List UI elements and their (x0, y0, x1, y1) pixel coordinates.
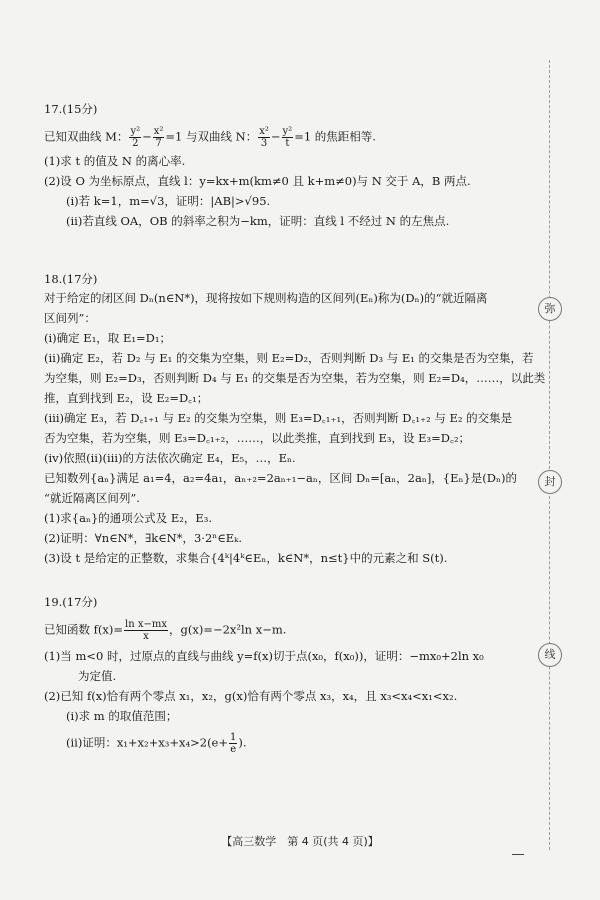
q17-frac-m2: $\frac{\text{x²}}{7}$ (153, 126, 164, 149)
q19-header: 19.(17分) (44, 595, 98, 609)
q18-part1: (1)求{aₙ}的通项公式及 E₂，E₃. (44, 511, 213, 525)
q18-part2: (2)证明：∀n∈N*，∃k∈N*，3·2ⁿ∈Eₖ. (44, 531, 243, 545)
q18-header: 18.(17分) (44, 272, 98, 286)
question-17 (44, 100, 540, 231)
q19-part2-ii: (ⅱ)证明：x₁+x₂+x₃+x₄>2(e+ $\frac{1}{e}$ ). (66, 732, 247, 755)
q17-header: 17.(15分) (44, 102, 98, 116)
q17-part2-ii: (ⅱ)若直线 OA，OB 的斜率之积为−km，证明：直线 l 不经过 N 的左焦点. (66, 214, 450, 228)
question-19 (44, 593, 540, 755)
q18-line-2: 区间列”： (44, 311, 96, 325)
q19-stem: 已知函数 f(x)= $\frac{\text{ln x−mx}}{x}$ ，g(x)=−2x²ln x−m. (44, 619, 287, 642)
question-18 (44, 270, 546, 568)
binding-seal-feng: 封 (538, 470, 562, 494)
q17-part1: (1)求 t 的值及 N 的离心率. (44, 154, 186, 168)
q18-line-10: 已知数列{aₙ}满足 a₁=4，a₂=4a₁，aₙ₊₂=2aₙ₊₁−aₙ，区间 Dₙ=[aₙ，2aₙ]，{Eₙ}是(Dₙ)的 (44, 471, 517, 485)
q17-frac-n1: $\frac{\text{x²}}{3}$ (259, 126, 269, 149)
q17-stem: 已知双曲线 M： $\frac{\text{y²}}{2}$ − $\frac{\text{x²}}{7}$ =1 与双曲线 N： $\frac{\text{x²}}{3}$ − $\frac{\text{y²}}{t}$ =1 的焦距相等. (44, 126, 376, 149)
binding-seal-xian: 线 (538, 643, 562, 667)
binding-dashed-line (549, 60, 550, 850)
q19-part1-cont: 为定值. (78, 669, 117, 683)
q19-part2: (2)已知 f(x)恰有两个零点 x₁，x₂，g(x)恰有两个零点 x₃，x₄，且 x₃<x₄<x₁<x₂. (44, 689, 458, 703)
q19-frac-1e: $\frac{1}{e}$ (230, 732, 237, 755)
q19-part1: (1)当 m<0 时，过原点的直线与曲线 y=f(x)切于点(x₀，f(x₀))，证明：−mx₀+2ln x₀ (44, 649, 484, 663)
q18-line-7: (ⅲ)确定 E₃，若 D꜀₁₊₁ 与 E₂ 的交集为空集，则 E₃=D꜀₁₊₁，否则判断 D꜀₁₊₂ 与 E₂ 的交集是 (44, 411, 513, 425)
page-footer: 【高三数学 第 4 页(共 4 页)】 (221, 835, 379, 848)
q18-part3: (3)设 t 是给定的正整数，求集合{4ᵏ|4ᵏ∈Eₙ，k∈N*，n≤t}中的元素之和 S(t). (44, 551, 448, 565)
q18-line-5: 为空集，则 E₂=D₃，否则判断 D₄ 与 E₁ 的交集是否为空集，若为空集，则 E₂=D₄，……，以此类 (44, 371, 546, 385)
q18-line-8: 否为空集，若为空集，则 E₃=D꜀₁₊₂，……，以此类推，直到找到 E₃，设 E₃=D꜀₂； (44, 431, 471, 445)
q18-line-11: “就近隔离区间列”. (44, 491, 140, 505)
q18-line-4: (ⅱ)确定 E₂，若 D₂ 与 E₁ 的交集为空集，则 E₂=D₂，否则判断 D₃ 与 E₁ 的交集是否为空集，若 (44, 351, 534, 365)
q17-frac-n2: $\frac{\text{y²}}{t}$ (282, 126, 293, 149)
q18-line-9: (ⅳ)依照(ⅱ)(ⅲ)的方法依次确定 E₄，E₅，…，Eₙ. (44, 451, 296, 465)
q18-line-3: (ⅰ)确定 E₁，取 E₁=D₁； (44, 331, 171, 345)
q17-part2: (2)设 O 为坐标原点，直线 l：y=kx+m(km≠0 且 k+m≠0)与 N 交于 A，B 两点. (44, 174, 471, 188)
corner-mark (512, 854, 524, 855)
q18-line-1: 对于给定的闭区间 Dₙ(n∈N*)，现将按如下规则构造的区间列(Eₙ)称为(Dₙ)的“就近隔离 (44, 291, 488, 305)
q17-part2-i: (ⅰ)若 k=1，m=√3，证明：|AB|>√95. (66, 194, 271, 208)
q17-frac-m1: $\frac{\text{y²}}{2}$ (130, 126, 141, 149)
q19-part2-i: (ⅰ)求 m 的取值范围； (66, 709, 178, 723)
q18-line-6: 推，直到找到 E₂，设 E₂=D꜀₁； (44, 391, 209, 405)
binding-seal-mi: 弥 (538, 297, 562, 321)
q19-frac-f: $\frac{\text{ln x−mx}}{x}$ (125, 619, 167, 642)
